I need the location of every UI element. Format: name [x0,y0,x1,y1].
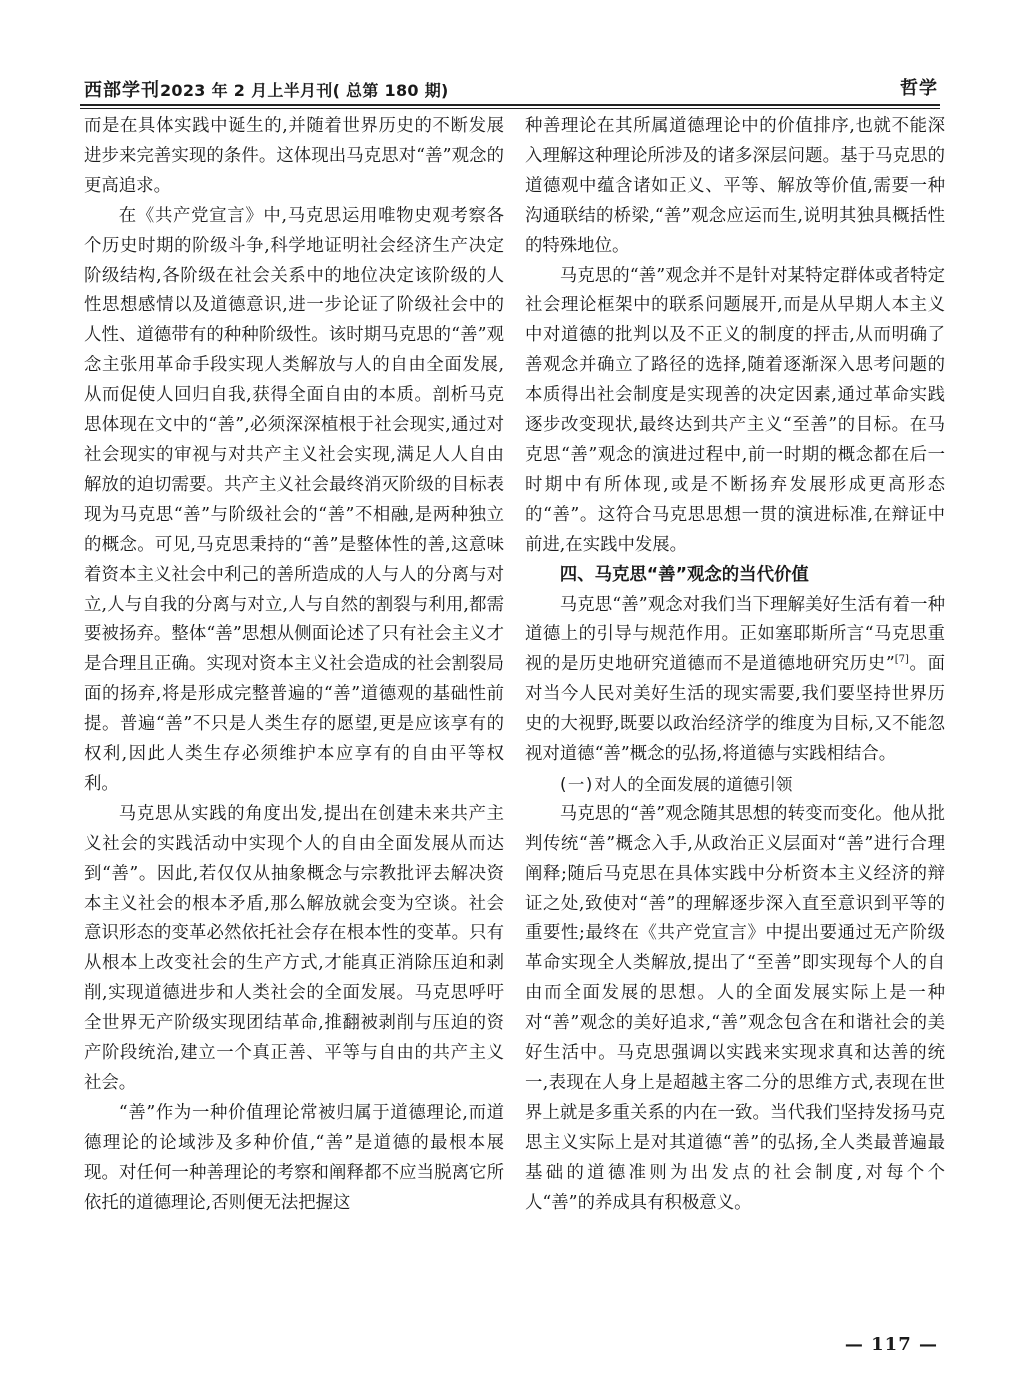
paragraph-text: 马克思“善”观念对我们当下理解美好生活有着一种道德上的引导与规范作用。正如塞耶斯所言“马克思重视的是历史地研究道德而不是道德地研究历史” [525,594,945,675]
left-column [84,112,504,1219]
paragraph: 而是在具体实践中诞生的,并随着世界历史的不断发展进步来完善实现的条件。这体现出马克思对“善”观念的更高追求。 [84,116,504,196]
paragraph-text: 。面对当今人民对美好生活的现实需要,我们要坚持世界历史的大视野,既要以政治经济学的维度为目标,又不能忽视对道德“善”概念的弘扬,将道德与实践相结合。 [525,654,945,765]
issue-info: 2023 年 2 月上半月刊( 总第 180 期) [160,81,449,100]
header-rule [80,104,940,109]
paragraph: “善”作为一种价值理论常被归属于道德理论,而道德理论的论域涉及多种价值,“善”是道德的最根本展现。对任何一种善理论的考察和阐释都不应当脱离它所依托的道德理论,否则便无法把握这 [84,1102,504,1213]
section-label: 哲学 [900,78,938,99]
paragraph [525,591,945,770]
page-number: — 117 — [844,1334,938,1355]
journal-logo: 西部学刊 [84,80,160,101]
paragraph: 马克思的“善”观念并不是针对某特定群体或者特定社会理论框架中的联系问题展开,而是从早期人本主义中对道德的批判以及不正义的制度的抨击,从而明确了善观念并确立了路径的选择,随着逐渐深入思考问题的本质得出社会制度是实现善的决定因素,通过革命实践逐步改变现状,最终达到共产主义“至善”的目标。在马克思“善”观念的演进过程中,前一时期的概念都在后一时期中有所体现,或是不断扬弃发展形成更高形态的“善”。这符合马克思思想一贯的演进标准,在辩证中前进,在实践中发展。 [525,265,945,555]
running-header [84,74,938,104]
section-heading: 四、马克思“善”观念的当代价值 [559,564,809,585]
paragraph: 种善理论在其所属道德理论中的价值排序,也就不能深入理解这种理论所涉及的诸多深层问题。基于马克思的道德观中蕴含诸如正义、平等、解放等价值,需要一种沟通联结的桥梁,“善”观念应运而生,说明其独具概括性的特殊地位。 [525,116,945,256]
subsection-heading: (一)对人的全面发展的道德引领 [558,774,793,794]
journal-issue-line [84,76,449,102]
right-column [525,112,945,1219]
citation-ref: [7] [894,654,909,666]
paragraph: 马克思从实践的角度出发,提出在创建未来共产主义社会的实践活动中实现个人的自由全面发展从而达到“善”。因此,若仅仅从抽象概念与宗教批评去解决资本主义社会的根本矛盾,那么解放就会变为空谈。社会意识形态的变革必然依托社会存在根本性的变革。只有从根本上改变社会的生产方式,才能真正消除压迫和剥削,实现道德进步和人类社会的全面发展。马克思呼吁全世界无产阶级实现团结革命,推翻被剥削与压迫的资产阶段统治,建立一个真正善、平等与自由的共产主义社会。 [84,803,504,1093]
paragraph: 在《共产党宣言》中,马克思运用唯物史观考察各个历史时期的阶级斗争,科学地证明社会经济生产决定阶级结构,各阶级在社会关系中的地位决定该阶级的人性思想感情以及道德意识,进一步论证了阶级社会中的人性、道德带有的种种阶级性。该时期马克思的“善”观念主张用革命手段实现人类解放与人的自由全面发展,从而促使人回归自我,获得全面自由的本质。剖析马克思体现在文中的“善”,必须深深植根于社会现实,通过对社会现实的审视与对共产主义社会实现,满足人人自由解放的迫切需要。共产主义社会最终消灭阶级的目标表现为马克思“善”与阶级社会的“善”不相融,是两种独立的概念。可见,马克思秉持的“善”是整体性的善,这意味着资本主义社会中利己的善所造成的人与人的分离与对立,人与自我的分离与对立,人与自然的割裂与利用,都需要被扬弃。整体“善”思想从侧面论述了只有社会主义才是合理且正确。实现对资本主义社会造成的社会割裂局面的扬弃,将是形成完整普遍的“善”道德观的基础性前提。普遍“善”不只是人类生存的愿望,更是应该享有的权利,因此人类生存必须维护本应享有的自由平等权利。 [84,205,504,794]
paragraph: 马克思的“善”观念随其思想的转变而变化。他从批判传统“善”概念入手,从政治正义层面对“善”进行合理阐释;随后马克思在具体实践中分析资本主义经济的辩证之处,致使对“善”的理解逐步深入直至意识到平等的重要性;最终在《共产党宣言》中提出要通过无产阶级革命实现全人类解放,提出了“至善”即实现每个人的自由而全面发展的思想。人的全面发展实际上是一种对“善”观念的美好追求,“善”观念包含在和谐社会的美好生活中。马克思强调以实践来实现求真和达善的统一,表现在人身上是超越主客二分的思维方式,表现在世界上就是多重关系的内在一致。当代我们坚持发扬马克思主义实际上是对其道德“善”的弘扬,全人类最普遍最基础的道德准则为出发点的社会制度,对每个个人“善”的养成具有积极意义。 [525,803,945,1213]
